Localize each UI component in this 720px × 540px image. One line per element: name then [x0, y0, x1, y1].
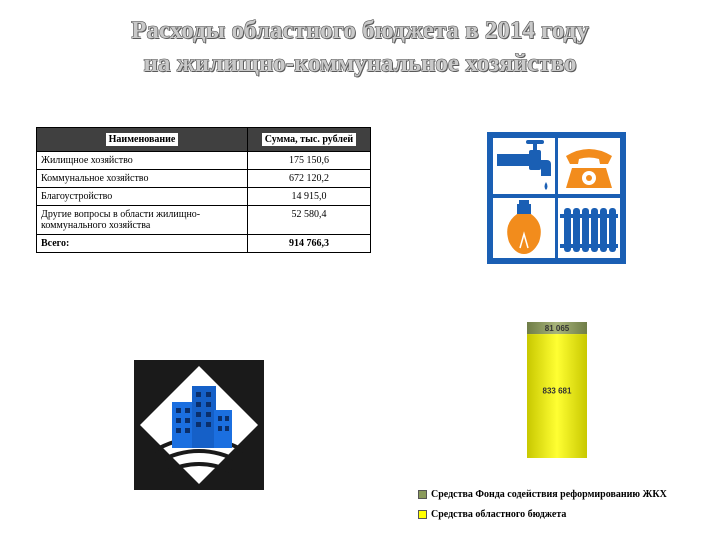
- legend-label-fund: Средства Фонда содействия реформированию ЖКХ: [431, 488, 667, 500]
- row-name: Жилищное хозяйство: [37, 152, 248, 170]
- header-sum: Сумма, тыс. рублей: [248, 128, 371, 152]
- page-title: [0, 14, 720, 80]
- budget-table: [36, 127, 371, 253]
- row-value: 175 150,6: [248, 152, 371, 170]
- water-tap-icon: [493, 138, 555, 194]
- buildings-icon: [134, 360, 264, 490]
- budget-stacked-bar-chart: [527, 322, 587, 458]
- row-name: Благоустройство: [37, 188, 248, 206]
- bar-data-label-0: 81 065: [544, 324, 570, 333]
- total-label: Всего:: [37, 235, 248, 253]
- row-value: 672 120,2: [248, 170, 371, 188]
- legend-item: [418, 504, 667, 524]
- table-row: [37, 206, 371, 235]
- table-row: [37, 170, 371, 188]
- table-row: [37, 188, 371, 206]
- telephone-icon: [558, 138, 620, 194]
- title-line-2: на жилищно-коммунальное хозяйство: [143, 50, 577, 77]
- legend-label-regional: Средства областного бюджета: [431, 508, 567, 520]
- total-value: 914 766,3: [248, 235, 371, 253]
- table-row: [37, 152, 371, 170]
- legend-swatch-fund: [418, 490, 427, 499]
- row-value: 52 580,4: [248, 206, 371, 235]
- row-name: Коммунальное хозяйство: [37, 170, 248, 188]
- chart-legend: [418, 484, 667, 524]
- utilities-icon-panel: [487, 132, 626, 264]
- header-name: Наименование: [37, 128, 248, 152]
- radiator-icon: [558, 198, 620, 258]
- row-name: Другие вопросы в области жилищно-коммунального хозяйства: [37, 206, 248, 235]
- legend-item: [418, 484, 667, 504]
- light-bulb-icon: [493, 198, 555, 258]
- row-value: 14 915,0: [248, 188, 371, 206]
- bar-segment-1: [527, 334, 587, 458]
- table-header-row: [37, 128, 371, 152]
- table-total-row: [37, 235, 371, 253]
- bar-data-label-1: 833 681: [542, 386, 572, 396]
- legend-swatch-regional: [418, 510, 427, 519]
- title-line-1: Расходы областного бюджета в 2014 году: [131, 17, 589, 44]
